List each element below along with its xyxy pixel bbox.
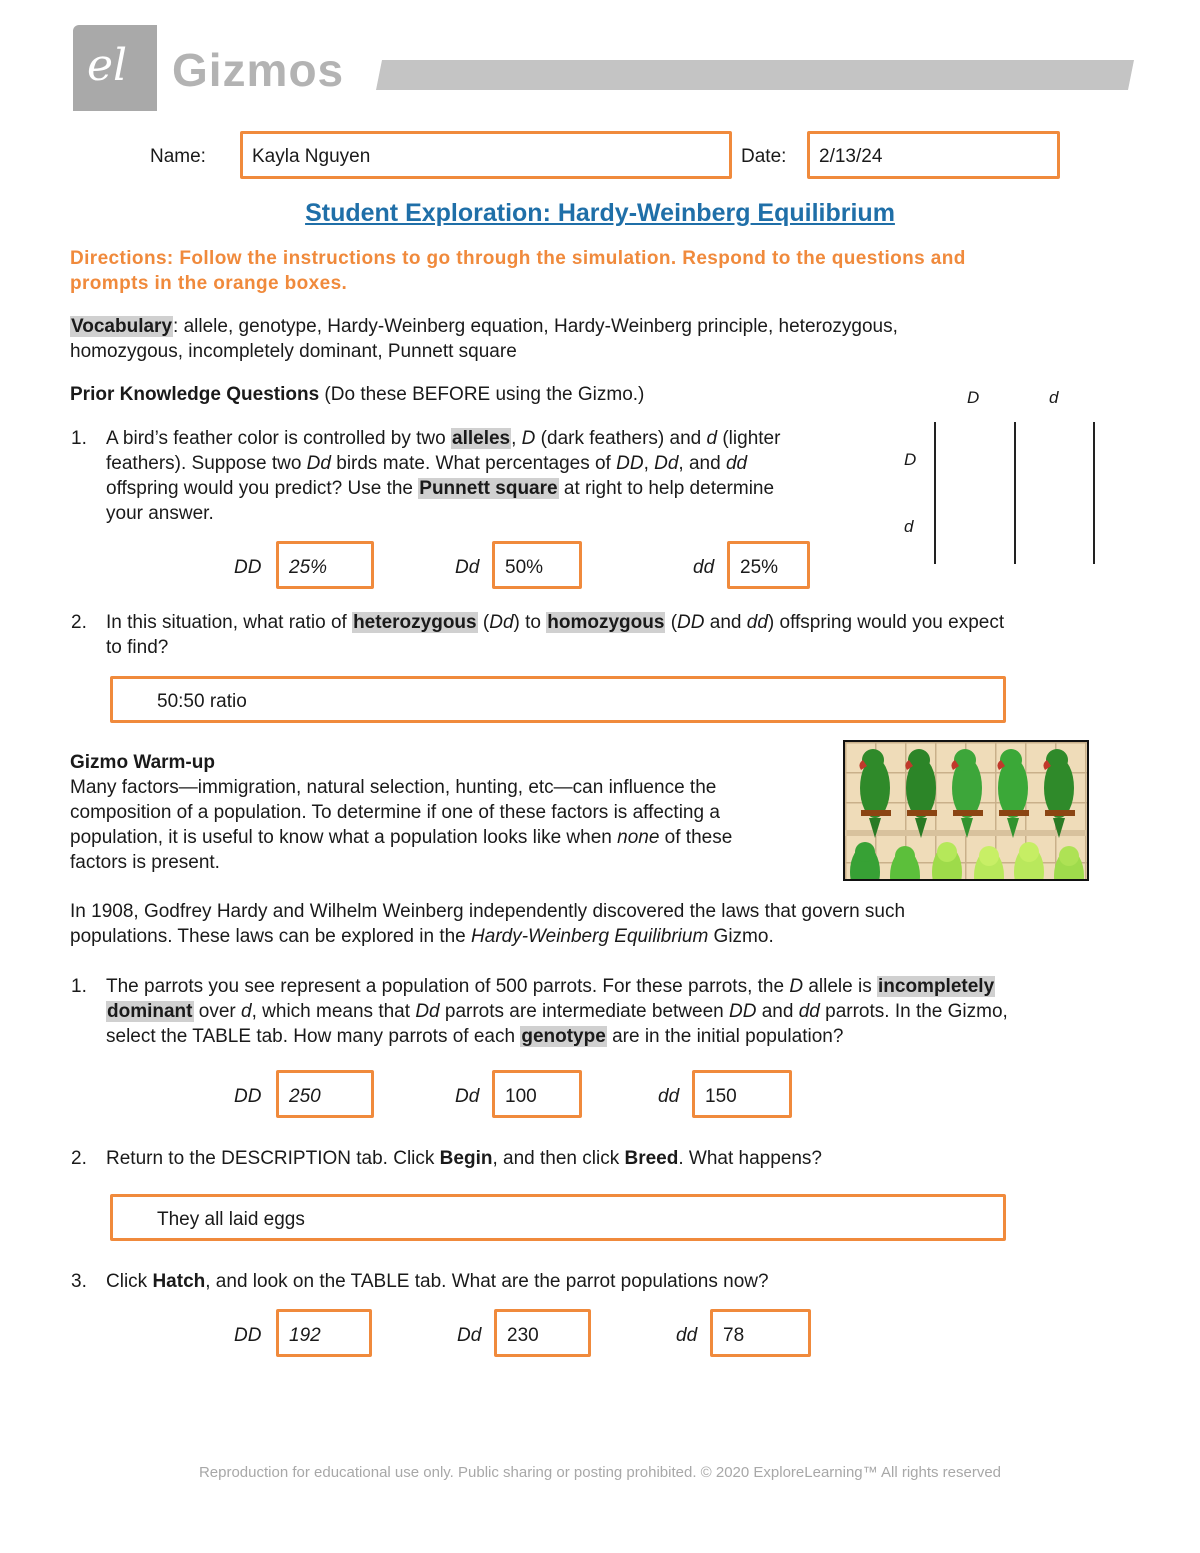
directions	[70, 246, 966, 296]
q1-l3c: at right to help determine	[558, 478, 775, 499]
wq3-hatch: Hatch	[152, 1271, 206, 1292]
footer: Reproduction for educational use only. Public sharing or posting prohibited. © 2020 ExploreLearning™ All rights reserved	[198, 1464, 1002, 1481]
punnett-col-1: D	[967, 388, 980, 407]
warmup-q1-het-field[interactable]	[492, 1070, 582, 1118]
wq1-l2f: parrots are intermediate between	[439, 1001, 729, 1022]
q1-l2h: dd	[725, 453, 748, 474]
q2-e: ) to	[513, 612, 547, 633]
warmup-p1-tail: of these	[659, 827, 733, 848]
prior-q2-text	[106, 610, 1146, 660]
q2-k: ) offspring would you expect	[767, 612, 1005, 633]
warmup-p1-l1: Many factors—immigration, natural selection, hunting, etc—can influence the	[70, 777, 717, 798]
prior-q1-het-label: Dd	[455, 557, 480, 578]
logo-letters: el	[87, 40, 128, 91]
q1-text-c: ,	[511, 428, 522, 449]
vocabulary-line-1: : allele, genotype, Hardy-Weinberg equation, Hardy-Weinberg principle, heterozygous,	[173, 316, 898, 337]
wq1-l2b: over	[193, 1001, 242, 1022]
warmup-p2-l2b: Hardy-Weinberg Equilibrium	[471, 926, 709, 947]
wq1-l1b: D	[789, 976, 804, 997]
q1-l4: your answer.	[106, 503, 214, 524]
parrot-illustration	[845, 742, 1087, 879]
prior-q1-het-field[interactable]	[492, 541, 582, 589]
date-value: 2/13/24	[819, 146, 883, 167]
directions-line-1: Directions: Follow the instructions to go through the simulation. Respond to the questions and	[70, 248, 966, 269]
punnett-line-1	[934, 422, 936, 564]
wq2-a: Return to the DESCRIPTION tab. Click	[106, 1148, 440, 1169]
wq1-dominant: dominant	[107, 1001, 193, 1022]
punnett-row-2: d	[904, 517, 914, 536]
prior-q1-rec-value: 25%	[740, 557, 779, 578]
warmup-q3-rec-label: dd	[676, 1325, 698, 1346]
q1-l2f: Dd	[654, 453, 679, 474]
name-value: Kayla Nguyen	[252, 146, 371, 167]
warmup-q1-text	[106, 974, 1146, 1049]
q1-l2g: , and	[678, 453, 726, 474]
vocabulary-line-2: homozygous, incompletely dominant, Punnett square	[70, 341, 517, 362]
prior-q1-text	[106, 426, 886, 526]
punnett-line-3	[1093, 422, 1095, 564]
directions-line-2: prompts in the orange boxes.	[70, 273, 348, 294]
el-logo	[73, 25, 157, 111]
warmup-q1-rec-field[interactable]	[692, 1070, 792, 1118]
warmup-q3-dd-value: 192	[289, 1325, 321, 1346]
q1-l2a: feathers). Suppose two	[106, 453, 307, 474]
warmup-q1-dd-field[interactable]	[276, 1070, 374, 1118]
warmup-q3-het-label: Dd	[457, 1325, 482, 1346]
wq1-l2g: DD	[729, 1001, 757, 1022]
q1-l2c: birds mate. What percentages of	[330, 453, 617, 474]
vocabulary-label: Vocabulary	[71, 316, 173, 337]
prior-q1-dd-value: 25%	[289, 557, 328, 578]
wq2-c: , and then click	[492, 1148, 625, 1169]
wq1-genotype: genotype	[521, 1026, 606, 1047]
prior-heading-note: (Do these BEFORE using the Gizmo.)	[319, 384, 645, 405]
q2-i: and	[704, 612, 747, 633]
q2-c: (	[477, 612, 490, 633]
wq2-begin: Begin	[439, 1148, 493, 1169]
punnett-row-1: D	[904, 450, 917, 469]
warmup-q2-number: 2.	[71, 1148, 87, 1169]
prior-heading	[70, 382, 644, 407]
warmup-q2-text	[106, 1146, 822, 1171]
q1-l2b: Dd	[306, 453, 331, 474]
warmup-q1-rec-label: dd	[658, 1086, 680, 1107]
prior-q1-rec-label: dd	[693, 557, 715, 578]
warmup-q2-answer-box[interactable]	[110, 1194, 1006, 1241]
q1-punnett-term: Punnett square	[419, 478, 558, 499]
q1-alleles: alleles	[452, 428, 511, 449]
warmup-p2-l2c: Gizmo.	[708, 926, 774, 947]
header-bar	[376, 60, 1136, 90]
parrot-image	[843, 740, 1089, 881]
warmup-q3-dd-label: DD	[234, 1325, 262, 1346]
warmup-q1-het-value: 100	[505, 1086, 537, 1107]
wq1-l2i: dd	[798, 1001, 820, 1022]
punnett-square	[890, 380, 1110, 570]
name-label: Name:	[150, 146, 206, 167]
wq3-a: Click	[106, 1271, 153, 1292]
name-field[interactable]	[240, 131, 732, 179]
prior-q2-answer-box[interactable]	[110, 676, 1006, 723]
wq1-l3c: are in the initial population?	[606, 1026, 844, 1047]
wq1-l1c: allele is	[803, 976, 877, 997]
punnett-line-2	[1014, 422, 1016, 564]
prior-q1-dd-field[interactable]	[276, 541, 374, 589]
vocabulary	[70, 314, 898, 364]
q2-g: (	[665, 612, 678, 633]
wq2-breed: Breed	[624, 1148, 679, 1169]
warmup-q3-rec-value: 78	[723, 1325, 745, 1346]
wq3-c: , and look on the TABLE tab. What are the parrot populations now?	[205, 1271, 769, 1292]
q1-l2d: DD	[616, 453, 644, 474]
warmup-q3-rec-field[interactable]	[710, 1309, 811, 1357]
warmup-q2-answer: They all laid eggs	[157, 1209, 305, 1230]
q2-h: DD	[677, 612, 705, 633]
wq1-l1a: The parrots you see represent a population of 500 parrots. For these parrots, the	[106, 976, 790, 997]
q1-l3a: offspring would you predict? Use the	[106, 478, 419, 499]
warmup-p2-l2a: populations. These laws can be explored in the	[70, 926, 472, 947]
prior-heading-title: Prior Knowledge Questions	[70, 384, 320, 405]
wq1-l2e: Dd	[415, 1001, 440, 1022]
q1-l2e: ,	[643, 453, 655, 474]
warmup-p1	[70, 775, 840, 875]
q2-j: dd	[746, 612, 768, 633]
brand-name: Gizmos	[172, 44, 345, 96]
warmup-q1-rec-value: 150	[705, 1086, 737, 1107]
date-label: Date:	[741, 146, 787, 167]
warmup-q3-het-field[interactable]	[494, 1309, 591, 1357]
q1-text-d: D	[521, 428, 536, 449]
prior-q2-number: 2.	[71, 612, 87, 633]
wq1-incompletely: incompletely	[878, 976, 995, 997]
wq1-l2j: parrots. In the Gizmo,	[819, 1001, 1008, 1022]
q2-a: In this situation, what ratio of	[106, 612, 353, 633]
header	[0, 0, 1200, 120]
q1-text-e: (dark feathers) and	[535, 428, 707, 449]
wq1-l2h: and	[756, 1001, 799, 1022]
q2-heterozygous: heterozygous	[353, 612, 477, 633]
q2-l2: to find?	[106, 637, 169, 658]
wq1-l2c: d	[241, 1001, 252, 1022]
page-title: Student Exploration: Hardy-Weinberg Equilibrium	[305, 199, 895, 227]
q2-d: Dd	[489, 612, 514, 633]
wq2-e: . What happens?	[678, 1148, 822, 1169]
warmup-p2-l1: In 1908, Godfrey Hardy and Wilhelm Weinberg independently discovered the laws that govern such	[70, 901, 906, 922]
prior-q1-dd-label: DD	[234, 557, 262, 578]
prior-q1-het-value: 50%	[505, 557, 544, 578]
warmup-q3-het-value: 230	[507, 1325, 539, 1346]
punnett-col-2: d	[1049, 388, 1059, 407]
warmup-p2	[70, 899, 1130, 949]
warmup-q3-number: 3.	[71, 1271, 87, 1292]
warmup-p1-last: factors is present.	[70, 852, 220, 873]
warmup-p1-l3: population, it is useful to know what a population looks like when	[70, 827, 618, 848]
q1-text-g: (lighter	[717, 428, 781, 449]
warmup-q3-dd-field[interactable]	[276, 1309, 372, 1357]
prior-q2-answer: 50:50 ratio	[157, 691, 247, 712]
prior-q1-rec-field[interactable]	[727, 541, 810, 589]
warmup-q1-het-label: Dd	[455, 1086, 480, 1107]
prior-q1-number: 1.	[71, 428, 87, 449]
warmup-q1-number: 1.	[71, 976, 87, 997]
warmup-none: none	[617, 827, 660, 848]
warmup-q3-text	[106, 1269, 769, 1294]
warmup-q1-dd-value: 250	[289, 1086, 321, 1107]
wq1-l3a: select the TABLE tab. How many parrots of each	[106, 1026, 521, 1047]
wq1-l2d: , which means that	[251, 1001, 416, 1022]
warmup-p1-l2: composition of a population. To determine if one of these factors is affecting a	[70, 802, 720, 823]
warmup-q1-dd-label: DD	[234, 1086, 262, 1107]
q1-text-a: A bird’s feather color is controlled by two	[106, 428, 451, 449]
warmup-heading: Gizmo Warm-up	[70, 752, 215, 773]
date-field[interactable]	[807, 131, 1060, 179]
q1-text-f: d	[706, 428, 718, 449]
q2-homozygous: homozygous	[547, 612, 665, 633]
